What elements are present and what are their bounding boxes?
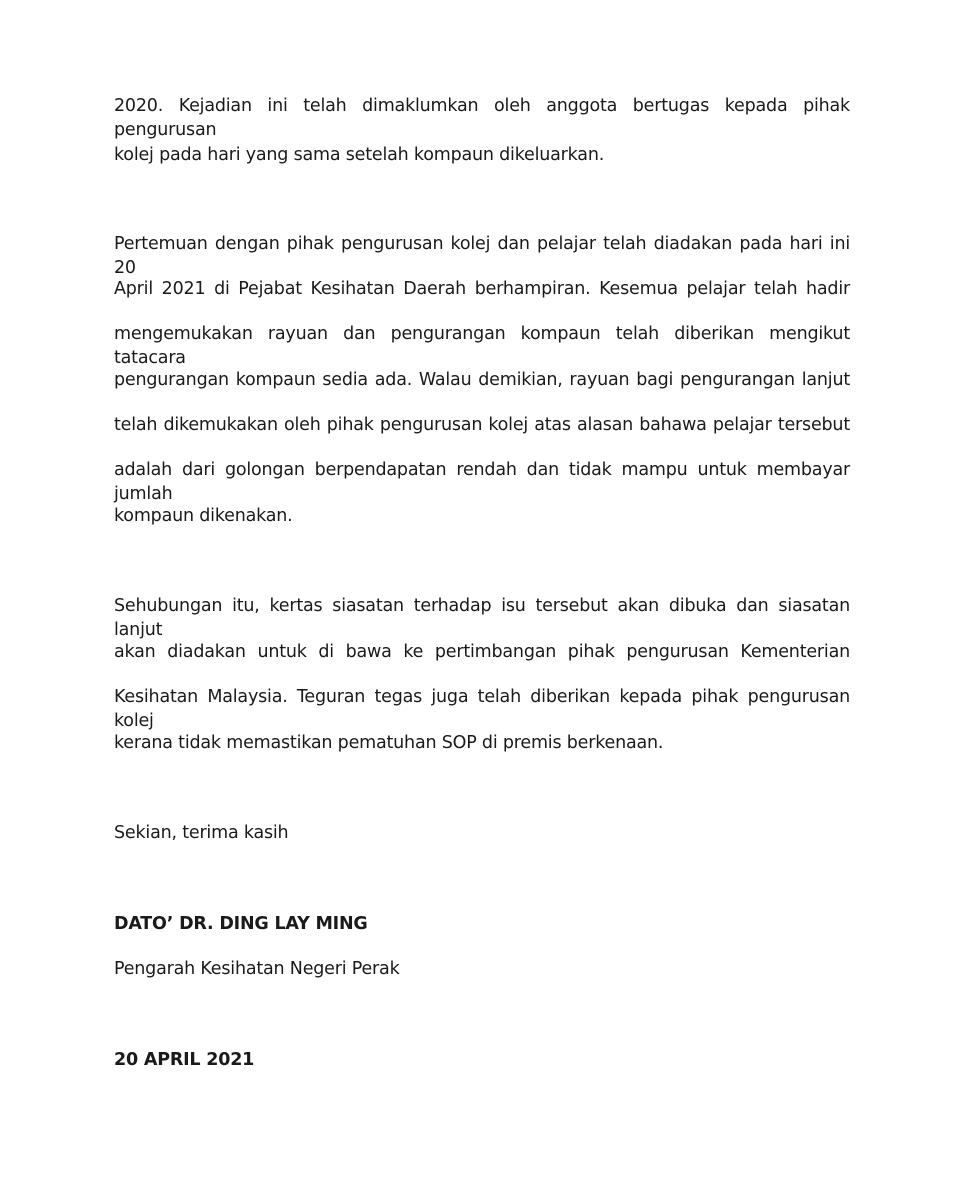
paragraph-3-line-4: kerana tidak memastikan pematuhan SOP di premis berkenaan. — [114, 733, 664, 753]
paragraph-2-line-4: pengurangan kompaun sedia ada. Walau demikian, rayuan bagi pengurangan lanjut — [114, 370, 850, 390]
paragraph-2-line-3: mengemukakan rayuan dan pengurangan kompaun telah diberikan mengikut tatacara — [114, 324, 850, 368]
paragraph-1-line-1: 2020. Kejadian ini telah dimaklumkan oleh anggota bertugas kepada pihak pengurusan — [114, 96, 850, 140]
paragraph-2-line-2: April 2021 di Pejabat Kesihatan Daerah berhampiran. Kesemua pelajar telah hadir — [114, 279, 850, 299]
paragraph-3-line-1: Sehubungan itu, kertas siasatan terhadap isu tersebut akan dibuka dan siasatan lanjut — [114, 596, 850, 640]
paragraph-3-line-2: akan diadakan untuk di bawa ke pertimbangan pihak pengurusan Kementerian — [114, 642, 850, 662]
paragraph-3-line-3: Kesihatan Malaysia. Teguran tegas juga telah diberikan kepada pihak pengurusan kolej — [114, 687, 850, 731]
paragraph-1-line-2: kolej pada hari yang sama setelah kompaun dikeluarkan. — [114, 145, 605, 165]
paragraph-2-line-5: telah dikemukakan oleh pihak pengurusan kolej atas alasan bahawa pelajar tersebut — [114, 415, 850, 435]
signatory-name: DATO’ DR. DING LAY MING — [114, 914, 368, 934]
closing-text: Sekian, terima kasih — [114, 823, 289, 843]
letter-date: 20 APRIL 2021 — [114, 1050, 255, 1070]
paragraph-2-line-6: adalah dari golongan berpendapatan rendah dan tidak mampu untuk membayar jumlah — [114, 460, 850, 504]
paragraph-2-line-7: kompaun dikenakan. — [114, 506, 293, 526]
signatory-title: Pengarah Kesihatan Negeri Perak — [114, 959, 400, 979]
paragraph-2-line-1: Pertemuan dengan pihak pengurusan kolej dan pelajar telah diadakan pada hari ini 20 — [114, 234, 850, 278]
